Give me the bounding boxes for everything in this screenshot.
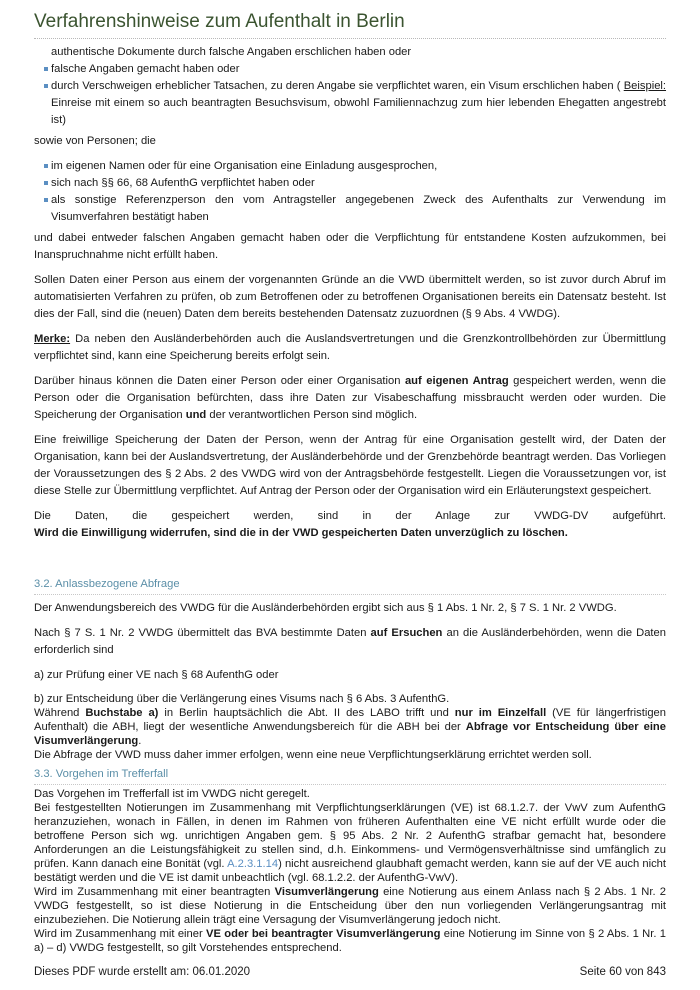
paragraph-text: Nach § 7 S. 1 Nr. 2 VWDG übermittelt das BVA bestimmte Daten <box>34 627 371 639</box>
bullet-icon <box>44 181 48 185</box>
bold-text: und <box>185 409 207 421</box>
paragraph: Sollen Daten einer Person aus einem der vorgenannten Gründe an die VWD übermittelt werden, so ist zuvor durch Abruf im automatisierten Verfahren zu prüfen, ob zum Betroffenen oder zu betroffenen Organisationen bereits ein Datensatz besteht. Ist dies der Fall, sind die (neuen) Daten dem bereits bestehenden Datensatz zuzuordnen (§ 9 Abs. 4 VWDG). <box>34 274 666 320</box>
bold-text: Wird die Einwilligung widerrufen, sind die in der VWD gespeicherten Daten unverzüglich zu löschen. <box>34 527 568 539</box>
list-item-text: im eigenen Namen oder für eine Organisation eine Einladung ausgesprochen, <box>51 160 438 172</box>
list-item <box>44 61 666 78</box>
bold-text: Buchstabe a) <box>85 707 159 719</box>
merke-label: Merke: <box>34 333 71 345</box>
bullet-icon <box>44 84 48 88</box>
paragraph: b) zur Entscheidung über die Verlängerung eines Visums nach § 6 Abs. 3 AufenthG. <box>34 693 450 705</box>
paragraph-text: Während <box>34 707 86 719</box>
paragraph <box>34 525 666 542</box>
bold-text: nur im Einzelfall <box>454 707 547 719</box>
bullet-icon <box>44 164 48 168</box>
bullet-list <box>34 44 666 129</box>
paragraph-text: Wird im Zusammenhang mit einer beantragten <box>34 886 275 898</box>
paragraph: Die Abfrage der VWD muss daher immer erfolgen, wenn eine neue Verpflichtungserklärung errichtet werden soll. <box>34 749 592 761</box>
list-item-text: sich nach §§ 66, 68 AufenthG verpflichtet haben oder <box>51 177 315 189</box>
paragraph: Die Daten, die gespeichert werden, sind in der Anlage zur VWDG-DV aufgeführt. <box>34 510 666 522</box>
paragraph-text: eine Notierung aus einem Anlass nach § 2 Abs. 1 Nr. 2 VWDG festgestellt, so ist diese Notierung in die Entscheidung über den nun vorliegenden Verlängerungsantrag mit einzubeziehen. Die Notierung allein trägt eine Versagung der Visumverlängerung jedoch nicht. <box>34 886 667 926</box>
paragraph: Der Anwendungsbereich des VWDG für die Ausländerbehörden ergibt sich aus § 1 Abs. 1 Nr. 2, § 7 S. 1 Nr. 2 VWDG. <box>34 602 617 614</box>
paragraph-text: Wird im Zusammenhang mit einer <box>34 928 207 940</box>
paragraph: und dabei entweder falschen Angaben gemacht haben oder die Verpflichtung für entstandene Kosten aufzukommen, bei Inanspruchnahme nicht erfüllt haben. <box>34 232 666 261</box>
paragraph: sowie von Personen; die <box>34 135 156 147</box>
bullet-icon <box>44 67 48 71</box>
section-heading: 3.3. Vorgehen im Trefferfall <box>34 766 666 785</box>
list-item: authentische Dokumente durch falsche Angaben erschlichen haben oder <box>51 46 412 58</box>
paragraph-text: ) nicht ausreichend glaubhaft gemacht werden, kann sie auf der VE auch nicht bestätigt werden und die VE ist damit unbeachtlich (vgl. 68.1.2.2. der AufenthG-VwV). <box>34 858 667 884</box>
footer-page-number: Seite 60 von 843 <box>579 966 666 978</box>
paragraph <box>34 373 666 424</box>
list-item <box>44 192 666 226</box>
list-item-text: Einreise mit einem so auch beantragten Besuchsvisum, obwohl Familiennachzug zum hier lebenden Ehegatten angestrebt ist) <box>51 97 666 126</box>
paragraph-text: Da neben den Ausländerbehörden auch die Auslandsvertretungen und die Grenzkontrollbehörden zur Übermittlung verpflichtet sind, kann eine Speicherung bereits erfolgt sein. <box>34 333 666 362</box>
paragraph <box>34 706 666 748</box>
paragraph: Das Vorgehen im Trefferfall ist im VWDG nicht geregelt. <box>34 788 310 800</box>
paragraph-text: eine Notierung im Sinne von § 2 Abs. 1 Nr. 1 a) – d) VWDG festgestellt, so gilt Vorstehendes entsprechend. <box>34 928 666 954</box>
paragraph-text: Darüber hinaus können die Daten einer Person oder einer Organisation <box>34 375 405 387</box>
bold-text: auf eigenen Antrag <box>404 375 509 387</box>
bold-text: Visumverlängerung <box>274 886 379 898</box>
paragraph <box>34 885 666 927</box>
bullet-list <box>34 158 666 226</box>
footer-created-date: Dieses PDF wurde erstellt am: 06.01.2020 <box>34 966 251 978</box>
paragraph: a) zur Prüfung einer VE nach § 68 AufenthG oder <box>34 669 279 681</box>
merke-paragraph <box>34 331 666 365</box>
list-item-text: durch Verschweigen erheblicher Tatsachen, zu deren Angabe sie verpflichtet waren, ein Visum erschlichen haben ( <box>51 80 621 92</box>
bullet-icon <box>44 198 48 202</box>
list-item <box>44 78 666 129</box>
list-item <box>44 158 666 175</box>
list-item <box>44 175 666 192</box>
list-item-text: falsche Angaben gemacht haben oder <box>51 63 240 75</box>
bold-text: Abfrage vor Entscheidung über eine Visumverlängerung <box>34 721 666 747</box>
bold-text: auf Ersuchen <box>370 627 443 639</box>
paragraph-text: (VE für längerfristigen Aufenthalt) die ABH, liegt der wesentliche Anwendungsbereich für die ABH bei der <box>34 707 666 733</box>
paragraph-text: in Berlin hauptsächlich die Abt. II des LABO trifft und <box>158 707 455 719</box>
paragraph-text: an die Ausländerbehörden, wenn die Daten erforderlich sind <box>34 627 666 656</box>
paragraph <box>34 801 666 885</box>
paragraph-text: der verantwortlichen Person sind möglich. <box>206 409 418 421</box>
paragraph <box>34 927 666 955</box>
reference-link[interactable]: A.2.3.1.14 <box>227 858 279 870</box>
title-divider <box>34 38 666 39</box>
paragraph-text: . <box>138 735 142 747</box>
page-title: Verfahrenshinweise zum Aufenthalt in Berlin <box>34 11 405 32</box>
section-heading: 3.2. Anlassbezogene Abfrage <box>34 576 666 595</box>
list-item-text: als sonstige Referenzperson den vom Antragsteller angegebenen Zweck des Aufenthalts zur Verwendung im Visumverfahren bestätigt haben <box>51 194 666 223</box>
paragraph-text: Bei festgestellten Notierungen im Zusammenhang mit Verpflichtungserklärungen (VE) ist 68.1.2.7. der VwV zum AufenthG heranzuziehen, wonach in Fällen, in denen im Rahmen von früheren Aufenthalten eine VE nicht erfüllt wurde oder die betroffene Person sich wg. unrichtigen Angaben gem. § 95 Abs. 2 Nr. 2 AufenthG strafbar gemacht hat, besondere Anforderungen an die Leistungsfähigkeit zu stellen sind, d.h. Einkommens- und Vermögensverhältnisse sind umfänglich zu prüfen. Kann danach eine Bonität (vgl. <box>34 802 666 870</box>
bold-text: VE oder bei beantragter Visumverlängerung <box>206 928 441 940</box>
example-label: Beispiel: <box>623 80 667 92</box>
paragraph <box>34 625 666 659</box>
document-body <box>34 44 666 955</box>
paragraph-text: gespeichert werden, wenn die Person oder die Organisation befürchten, dass ihre Daten zur Visabeschaffung missbraucht werden oder wurden. Die Speicherung der Organisation <box>34 375 666 421</box>
paragraph: Eine freiwillige Speicherung der Daten der Person, wenn der Antrag für eine Organisation gestellt wird, der Daten der Organisation, kann bei der Auslandsvertretung, der Ausländerbehörde und der Grenzbehörde beantragt werden. Das Vorliegen der Voraussetzungen des § 2 Abs. 2 des VWDG wird von der Antragsbehörde festgestellt. Liegen die Voraussetzungen vor, ist diese Stelle zur Übermittlung verpflichtet. Auf Antrag der Person oder der Organisation wird ein Erläuterungstext gespeichert. <box>34 434 666 497</box>
